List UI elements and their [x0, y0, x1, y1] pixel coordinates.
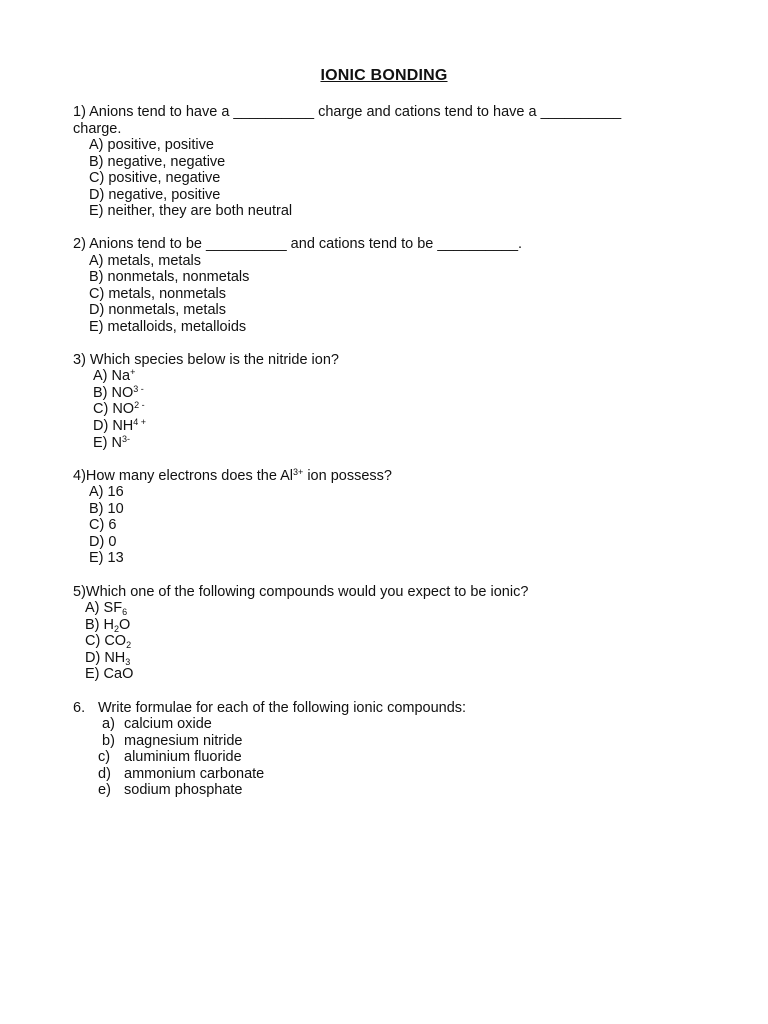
- question-4-option-b: B) 10: [89, 501, 124, 517]
- question-6-item-a-text: calcium oxide: [124, 716, 212, 732]
- question-2-option-c: C) metals, nonmetals: [89, 286, 226, 302]
- question-3-option-c: C) $NO^{2 -}$: [93, 400, 145, 417]
- question-5-option-e: E) CaO: [85, 666, 134, 682]
- question-3-option-b: B) $NO^{3 -}$: [93, 384, 144, 401]
- question-1-prompt-line-1: 1) Anions tend to have a __________ charge and cations tend to have a __________: [73, 104, 622, 120]
- question-1-option-c: C) positive, negative: [89, 170, 221, 186]
- question-3-option-a: A) Na+: [93, 367, 136, 384]
- question-5-option-d: D) $NH_3$: [85, 650, 131, 667]
- question-6-prompt: Write formulae for each of the following ionic compounds:: [98, 700, 467, 716]
- question-6-item-b-text: magnesium nitride: [124, 733, 243, 749]
- question-2-option-b: B) nonmetals, nonmetals: [89, 269, 250, 285]
- question-6-item-a-letter: a): [102, 716, 115, 732]
- question-1-option-e: E) neither, they are both neutral: [89, 203, 293, 219]
- question-6-number: 6.: [73, 700, 86, 716]
- question-6-item-b-letter: b): [102, 733, 115, 749]
- question-2-option-d: D) nonmetals, metals: [89, 302, 226, 318]
- question-6-item-e-text: sodium phosphate: [124, 782, 243, 798]
- question-4-prompt: 4)How many electrons does the $Al^{3+}$ ion possess?: [73, 467, 392, 484]
- question-2-prompt: 2) Anions tend to be __________ and cations tend to be __________.: [73, 236, 523, 252]
- question-4-option-d: D) 0: [89, 534, 117, 550]
- question-6-item-d-letter: d): [98, 766, 111, 782]
- question-6-item-c-letter: c): [98, 749, 111, 765]
- question-2-option-e: E) metalloids, metalloids: [89, 319, 247, 335]
- question-5-option-a: A) $SF_6$: [85, 600, 128, 617]
- question-2-option-a: A) metals, metals: [89, 253, 201, 269]
- question-6-item-d-text: ammonium carbonate: [124, 766, 265, 782]
- page-title: IONIC BONDING: [320, 67, 448, 84]
- question-4-option-c: C) 6: [89, 517, 117, 533]
- question-1-prompt-line-2: charge.: [73, 121, 122, 137]
- question-6-item-e-letter: e): [98, 782, 111, 798]
- question-3-prompt: 3) Which species below is the nitride ion?: [73, 352, 339, 368]
- question-5-prompt: 5)Which one of the following compounds would you expect to be ionic?: [73, 584, 529, 600]
- question-5-option-b: B) $H_2O$: [85, 617, 131, 634]
- question-1-option-b: B) negative, negative: [89, 154, 226, 170]
- question-3-option-d: D) $NH^{4 +}$: [93, 417, 147, 434]
- question-5-option-c: C) $CO_2$: [85, 633, 132, 650]
- question-4-option-e: E) 13: [89, 550, 124, 566]
- question-3-option-e: E) $N^{3-}$: [93, 434, 131, 451]
- question-1-option-d: D) negative, positive: [89, 187, 221, 203]
- question-6-item-c-text: aluminium fluoride: [124, 749, 242, 765]
- question-4-option-a: A) 16: [89, 484, 124, 500]
- question-1-option-a: A) positive, positive: [89, 137, 214, 153]
